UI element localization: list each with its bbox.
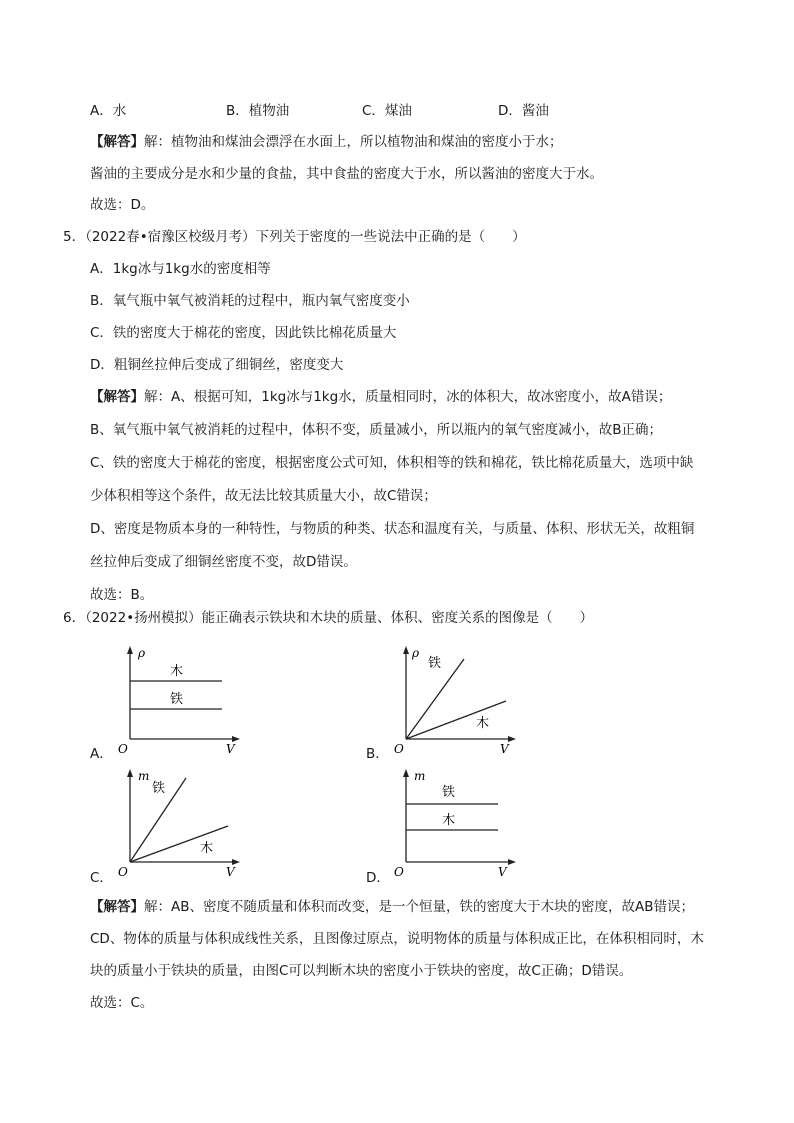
q5-answer-line-1: 【解答】解：A、根据可知，1kg冰与1kg水，质量相同时，冰的体积大，故冰密度小，故A错误； <box>90 389 672 405</box>
q6-c-shallow-label: 木 <box>200 841 214 856</box>
q6-a-line-top-label: 木 <box>170 664 184 679</box>
q6-d-line-top-label: 铁 <box>442 785 456 800</box>
q5-answer-line-7: 故选：B。 <box>90 587 154 603</box>
q6-d-y-label: m <box>414 769 426 783</box>
q4-option-d: D．酱油 <box>498 103 549 119</box>
q4-option-c: C．煤油 <box>362 103 412 119</box>
q5-option-d: D．粗铜丝拉伸后变成了细铜丝，密度变大 <box>90 357 344 373</box>
q6-a-x-label: V <box>226 742 235 755</box>
q4-answer-line-2: 酱油的主要成分是水和少量的食盐，其中食盐的密度大于水，所以酱油的密度大于水。 <box>90 166 603 182</box>
q4-answer-line-3: 故选：D。 <box>90 197 155 213</box>
q6-d-x-label: V <box>498 865 507 878</box>
q6-d-line-bottom-label: 木 <box>442 813 456 828</box>
q6-option-label-c: C． <box>90 870 113 886</box>
q5-answer-line-5: D、密度是物质本身的一种特性，与物质的种类、状态和温度有关，与质量、体积、形状无关，故粗铜 <box>90 521 695 537</box>
q6-answer-line-4: 故选：C。 <box>90 995 154 1011</box>
q5-option-a: A．1kg冰与1kg水的密度相等 <box>90 261 271 277</box>
q6-c-origin: O <box>118 865 128 878</box>
q6-b-x-label: V <box>500 742 509 755</box>
q6-stem: 6．（2022•扬州模拟）能正确表示铁块和木块的质量、体积、密度关系的图像是（ ） <box>63 610 594 626</box>
q5-answer-line-4: 少体积相等这个条件，故无法比较其质量大小，故C错误； <box>90 488 437 504</box>
q6-d-origin: O <box>394 865 404 878</box>
q5-answer-line-2: B、氧气瓶中氧气被消耗的过程中，体积不变，质量减小，所以瓶内的氧气密度减小，故B正确； <box>90 422 663 438</box>
q6-c-steep-label: 铁 <box>152 781 166 796</box>
q6-b-steep-label: 铁 <box>428 656 442 671</box>
q6-b-origin: O <box>394 742 404 755</box>
q5-answer-tag: 【解答】 <box>90 389 144 405</box>
q6-option-label-a: A． <box>90 746 113 762</box>
q6-a-y-label: ρ <box>138 646 146 660</box>
q6-answer-line-1: 【解答】解：AB、密度不随质量和体积而改变，是一个恒量，铁的密度大于木块的密度，故AB错误； <box>90 899 694 915</box>
q6-c-x-label: V <box>226 865 235 878</box>
q4-option-b: B．植物油 <box>226 103 290 119</box>
q5-answer-line-3: C、铁的密度大于棉花的密度，根据密度公式可知，体积相等的铁和棉花，铁比棉花质量大，选项中缺 <box>90 455 694 471</box>
q6-b-y-label: ρ <box>412 646 420 660</box>
q6-answer-line-3: 块的质量小于铁块的质量，由图C可以判断木块的密度小于铁块的密度，故C正确；D错误。 <box>90 963 633 979</box>
q5-option-c: C．铁的密度大于棉花的密度，因此铁比棉花质量大 <box>90 325 397 341</box>
q6-graph-d <box>390 766 520 878</box>
q5-answer-line-6: 丝拉伸后变成了细铜丝密度不变，故D错误。 <box>90 554 357 570</box>
q6-graph-b <box>390 643 520 755</box>
q6-a-line-bottom-label: 铁 <box>170 692 184 707</box>
q6-b-shallow-label: 木 <box>476 716 490 731</box>
q4-option-a: A．水 <box>90 103 127 119</box>
q6-graph-c <box>114 766 244 878</box>
q6-answer-tag: 【解答】 <box>90 899 144 915</box>
q6-a-origin: O <box>118 742 128 755</box>
q6-answer-line-2: CD、物体的质量与体积成线性关系，且图像过原点，说明物体的质量与体积成正比，在体积相同时，木 <box>90 931 704 947</box>
q5-option-b: B．氧气瓶中氧气被消耗的过程中，瓶内氧气密度变小 <box>90 293 410 309</box>
q4-answer-tag: 【解答】 <box>90 134 144 150</box>
q5-stem: 5．（2022春•宿豫区校级月考）下列关于密度的一些说法中正确的是（ ） <box>63 229 526 245</box>
q6-option-label-d: D． <box>366 870 390 886</box>
q6-option-label-b: B． <box>366 746 389 762</box>
q6-c-y-label: m <box>138 769 150 783</box>
q6-graph-a <box>114 643 244 755</box>
q4-answer-line-1: 【解答】解：植物油和煤油会漂浮在水面上，所以植物油和煤油的密度小于水； <box>90 134 563 150</box>
